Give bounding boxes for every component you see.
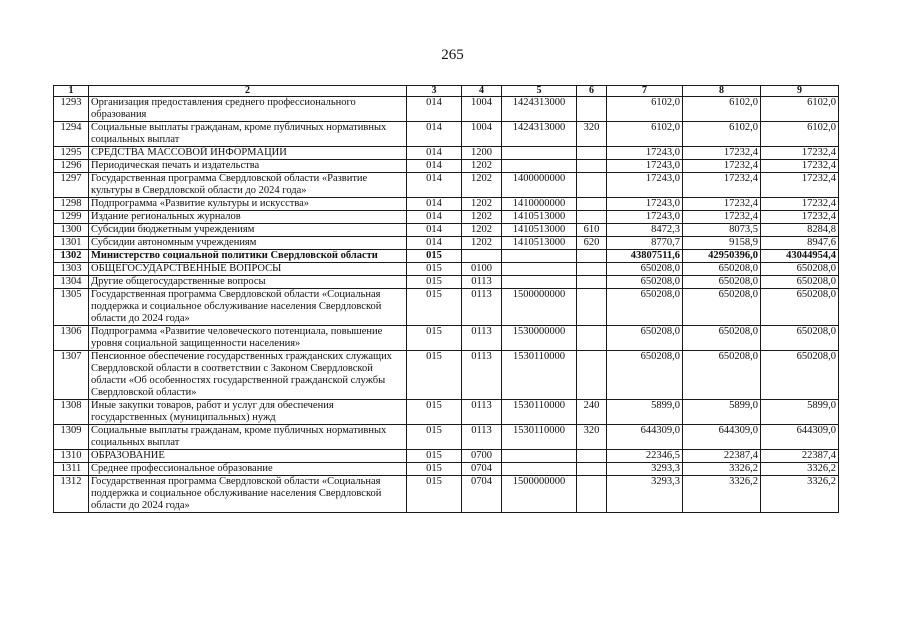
amount-column-9-cell: 17232,4 [761,211,839,224]
code-column-5-cell: 1424313000 [502,122,577,147]
amount-column-8-cell: 3326,2 [683,476,761,513]
code-column-5-cell [502,147,577,160]
code-column-5-cell: 1410000000 [502,198,577,211]
code-column-5-cell: 1500000000 [502,476,577,513]
amount-column-9-cell: 3326,2 [761,463,839,476]
code-column-4-cell: 0704 [462,463,502,476]
amount-column-9-cell: 22387,4 [761,450,839,463]
amount-column-7-cell: 650208,0 [607,351,683,400]
row-number-cell: 1298 [54,198,89,211]
budget-table [53,85,839,513]
row-number-cell: 1312 [54,476,89,513]
table-row [54,160,839,173]
amount-column-9-cell: 650208,0 [761,263,839,276]
amount-column-7-cell: 43807511,6 [607,250,683,263]
row-number-cell: 1297 [54,173,89,198]
row-number-cell: 1302 [54,250,89,263]
amount-column-9-cell: 6102,0 [761,122,839,147]
table-row [54,425,839,450]
code-column-4-cell: 0704 [462,476,502,513]
code-column-5-cell: 1500000000 [502,289,577,326]
code-column-3-cell: 014 [407,97,462,122]
code-column-3-cell: 015 [407,463,462,476]
row-name-cell: Другие общегосударственные вопросы [89,276,407,289]
table-row [54,147,839,160]
amount-column-8-cell: 17232,4 [683,211,761,224]
amount-column-8-cell: 6102,0 [683,97,761,122]
code-column-4-cell: 0113 [462,276,502,289]
amount-column-7-cell: 644309,0 [607,425,683,450]
row-number-cell: 1305 [54,289,89,326]
table-row [54,326,839,351]
code-column-3-cell: 015 [407,326,462,351]
code-column-3-cell: 014 [407,198,462,211]
row-name-cell: Государственная программа Свердловской области «Социальная поддержка и социальное обслуживание населения Свердловской области до 2024 года» [89,476,407,513]
table-row [54,122,839,147]
code-column-4-cell: 0113 [462,351,502,400]
code-column-3-cell: 014 [407,173,462,198]
amount-column-8-cell: 650208,0 [683,263,761,276]
code-column-4-cell: 0100 [462,263,502,276]
code-column-4-cell: 1004 [462,122,502,147]
row-number-cell: 1301 [54,237,89,250]
code-column-6-cell [577,198,607,211]
code-column-6-cell [577,289,607,326]
code-column-6-cell: 620 [577,237,607,250]
code-column-6-cell [577,276,607,289]
amount-column-7-cell: 17243,0 [607,173,683,198]
amount-column-7-cell: 650208,0 [607,289,683,326]
table-row [54,198,839,211]
row-number-cell: 1309 [54,425,89,450]
code-column-5-cell: 1424313000 [502,97,577,122]
amount-column-8-cell: 650208,0 [683,289,761,326]
code-column-6-cell [577,326,607,351]
code-column-6-cell: 320 [577,425,607,450]
code-column-4-cell: 0700 [462,450,502,463]
code-column-3-cell: 015 [407,425,462,450]
code-column-4-cell: 1200 [462,147,502,160]
amount-column-7-cell: 8472,3 [607,224,683,237]
amount-column-9-cell: 650208,0 [761,351,839,400]
code-column-5-cell: 1530110000 [502,400,577,425]
row-name-cell: Министерство социальной политики Свердловской области [89,250,407,263]
amount-column-8-cell: 8073,5 [683,224,761,237]
row-name-cell: Государственная программа Свердловской области «Развитие культуры в Свердловской области до 2024 года» [89,173,407,198]
code-column-5-cell [502,463,577,476]
code-column-5-cell [502,263,577,276]
code-column-5-cell: 1400000000 [502,173,577,198]
amount-column-7-cell: 5899,0 [607,400,683,425]
row-number-cell: 1304 [54,276,89,289]
row-name-cell: СРЕДСТВА МАССОВОЙ ИНФОРМАЦИИ [89,147,407,160]
table-row [54,250,839,263]
code-column-6-cell [577,160,607,173]
code-column-3-cell: 015 [407,250,462,263]
table-row [54,276,839,289]
code-column-3-cell: 014 [407,224,462,237]
header-cell: 1 [54,86,89,97]
amount-column-8-cell: 17232,4 [683,160,761,173]
table-row [54,237,839,250]
row-name-cell: Подпрограмма «Развитие культуры и искусства» [89,198,407,211]
table-row [54,450,839,463]
amount-column-8-cell: 17232,4 [683,173,761,198]
code-column-5-cell: 1530110000 [502,351,577,400]
amount-column-7-cell: 17243,0 [607,160,683,173]
amount-column-8-cell: 3326,2 [683,463,761,476]
table-row [54,351,839,400]
amount-column-9-cell: 650208,0 [761,276,839,289]
code-column-5-cell: 1410513000 [502,237,577,250]
code-column-6-cell [577,211,607,224]
code-column-5-cell: 1530110000 [502,425,577,450]
code-column-3-cell: 015 [407,476,462,513]
amount-column-9-cell: 3326,2 [761,476,839,513]
table-header-row [54,86,839,97]
amount-column-7-cell: 6102,0 [607,97,683,122]
code-column-5-cell: 1410513000 [502,224,577,237]
code-column-4-cell: 1004 [462,97,502,122]
amount-column-8-cell: 22387,4 [683,450,761,463]
amount-column-7-cell: 650208,0 [607,263,683,276]
code-column-4-cell: 1202 [462,198,502,211]
amount-column-9-cell: 650208,0 [761,289,839,326]
header-cell: 8 [683,86,761,97]
table-row [54,224,839,237]
row-number-cell: 1307 [54,351,89,400]
amount-column-9-cell: 6102,0 [761,97,839,122]
row-name-cell: Социальные выплаты гражданам, кроме публичных нормативных социальных выплат [89,425,407,450]
code-column-6-cell [577,97,607,122]
code-column-5-cell [502,276,577,289]
header-cell: 6 [577,86,607,97]
amount-column-7-cell: 22346,5 [607,450,683,463]
table-row [54,173,839,198]
page-number: 265 [441,47,464,63]
code-column-6-cell: 610 [577,224,607,237]
amount-column-7-cell: 17243,0 [607,198,683,211]
row-name-cell: Иные закупки товаров, работ и услуг для обеспечения государственных (муниципальных) нужд [89,400,407,425]
row-name-cell: Пенсионное обеспечение государственных гражданских служащих Свердловской области в соответствии с Законом Свердловской области «Об особенностях государственной гражданской службы Свердловской области» [89,351,407,400]
code-column-4-cell [462,250,502,263]
row-name-cell: Периодическая печать и издательства [89,160,407,173]
header-cell: 5 [502,86,577,97]
row-name-cell: ОБЩЕГОСУДАРСТВЕННЫЕ ВОПРОСЫ [89,263,407,276]
code-column-6-cell [577,450,607,463]
table-row [54,476,839,513]
code-column-3-cell: 015 [407,276,462,289]
code-column-3-cell: 014 [407,147,462,160]
table-row [54,263,839,276]
code-column-4-cell: 0113 [462,326,502,351]
amount-column-9-cell: 17232,4 [761,173,839,198]
amount-column-8-cell: 9158,9 [683,237,761,250]
code-column-6-cell: 320 [577,122,607,147]
code-column-4-cell: 1202 [462,160,502,173]
amount-column-8-cell: 17232,4 [683,147,761,160]
code-column-4-cell: 1202 [462,211,502,224]
row-number-cell: 1310 [54,450,89,463]
row-name-cell: Социальные выплаты гражданам, кроме публичных нормативных социальных выплат [89,122,407,147]
code-column-6-cell [577,476,607,513]
code-column-6-cell [577,147,607,160]
amount-column-7-cell: 6102,0 [607,122,683,147]
amount-column-9-cell: 17232,4 [761,160,839,173]
row-number-cell: 1306 [54,326,89,351]
table-row [54,289,839,326]
amount-column-9-cell: 644309,0 [761,425,839,450]
code-column-5-cell [502,250,577,263]
header-cell: 9 [761,86,839,97]
code-column-5-cell [502,160,577,173]
row-name-cell: Издание региональных журналов [89,211,407,224]
code-column-5-cell: 1530000000 [502,326,577,351]
amount-column-7-cell: 650208,0 [607,326,683,351]
code-column-3-cell: 014 [407,237,462,250]
table-row [54,97,839,122]
row-number-cell: 1299 [54,211,89,224]
code-column-6-cell [577,463,607,476]
amount-column-9-cell: 5899,0 [761,400,839,425]
amount-column-7-cell: 17243,0 [607,211,683,224]
amount-column-7-cell: 650208,0 [607,276,683,289]
amount-column-9-cell: 43044954,4 [761,250,839,263]
code-column-6-cell: 240 [577,400,607,425]
code-column-6-cell [577,173,607,198]
row-number-cell: 1296 [54,160,89,173]
row-number-cell: 1303 [54,263,89,276]
row-name-cell: ОБРАЗОВАНИЕ [89,450,407,463]
row-number-cell: 1293 [54,97,89,122]
amount-column-8-cell: 42950396,0 [683,250,761,263]
row-number-cell: 1311 [54,463,89,476]
code-column-4-cell: 0113 [462,289,502,326]
row-name-cell: Организация предоставления среднего профессионального образования [89,97,407,122]
table-row [54,400,839,425]
amount-column-8-cell: 5899,0 [683,400,761,425]
amount-column-9-cell: 17232,4 [761,147,839,160]
row-number-cell: 1294 [54,122,89,147]
code-column-4-cell: 0113 [462,425,502,450]
header-cell: 7 [607,86,683,97]
amount-column-7-cell: 17243,0 [607,147,683,160]
row-name-cell: Среднее профессиональное образование [89,463,407,476]
amount-column-9-cell: 17232,4 [761,198,839,211]
code-column-5-cell [502,450,577,463]
header-cell: 2 [89,86,407,97]
code-column-3-cell: 015 [407,289,462,326]
header-cell: 4 [462,86,502,97]
code-column-3-cell: 015 [407,263,462,276]
code-column-6-cell [577,250,607,263]
amount-column-8-cell: 650208,0 [683,351,761,400]
amount-column-7-cell: 3293,3 [607,463,683,476]
code-column-6-cell [577,351,607,400]
code-column-5-cell: 1410513000 [502,211,577,224]
code-column-4-cell: 1202 [462,173,502,198]
row-name-cell: Подпрограмма «Развитие человеческого потенциала, повышение уровня социальной защищенности населения» [89,326,407,351]
amount-column-8-cell: 644309,0 [683,425,761,450]
code-column-4-cell: 0113 [462,400,502,425]
row-number-cell: 1308 [54,400,89,425]
amount-column-8-cell: 6102,0 [683,122,761,147]
row-name-cell: Государственная программа Свердловской области «Социальная поддержка и социальное обслуживание населения Свердловской области до 2024 года» [89,289,407,326]
code-column-3-cell: 015 [407,400,462,425]
header-cell: 3 [407,86,462,97]
amount-column-9-cell: 8947,6 [761,237,839,250]
table-row [54,463,839,476]
code-column-3-cell: 015 [407,351,462,400]
amount-column-7-cell: 3293,3 [607,476,683,513]
code-column-3-cell: 015 [407,450,462,463]
amount-column-8-cell: 17232,4 [683,198,761,211]
row-name-cell: Субсидии бюджетным учреждениям [89,224,407,237]
code-column-3-cell: 014 [407,160,462,173]
amount-column-8-cell: 650208,0 [683,276,761,289]
code-column-6-cell [577,263,607,276]
row-name-cell: Субсидии автономным учреждениям [89,237,407,250]
code-column-4-cell: 1202 [462,224,502,237]
code-column-3-cell: 014 [407,122,462,147]
amount-column-7-cell: 8770,7 [607,237,683,250]
table-body [54,97,839,513]
code-column-3-cell: 014 [407,211,462,224]
amount-column-9-cell: 650208,0 [761,326,839,351]
amount-column-8-cell: 650208,0 [683,326,761,351]
table-row [54,211,839,224]
amount-column-9-cell: 8284,8 [761,224,839,237]
row-number-cell: 1300 [54,224,89,237]
code-column-4-cell: 1202 [462,237,502,250]
row-number-cell: 1295 [54,147,89,160]
